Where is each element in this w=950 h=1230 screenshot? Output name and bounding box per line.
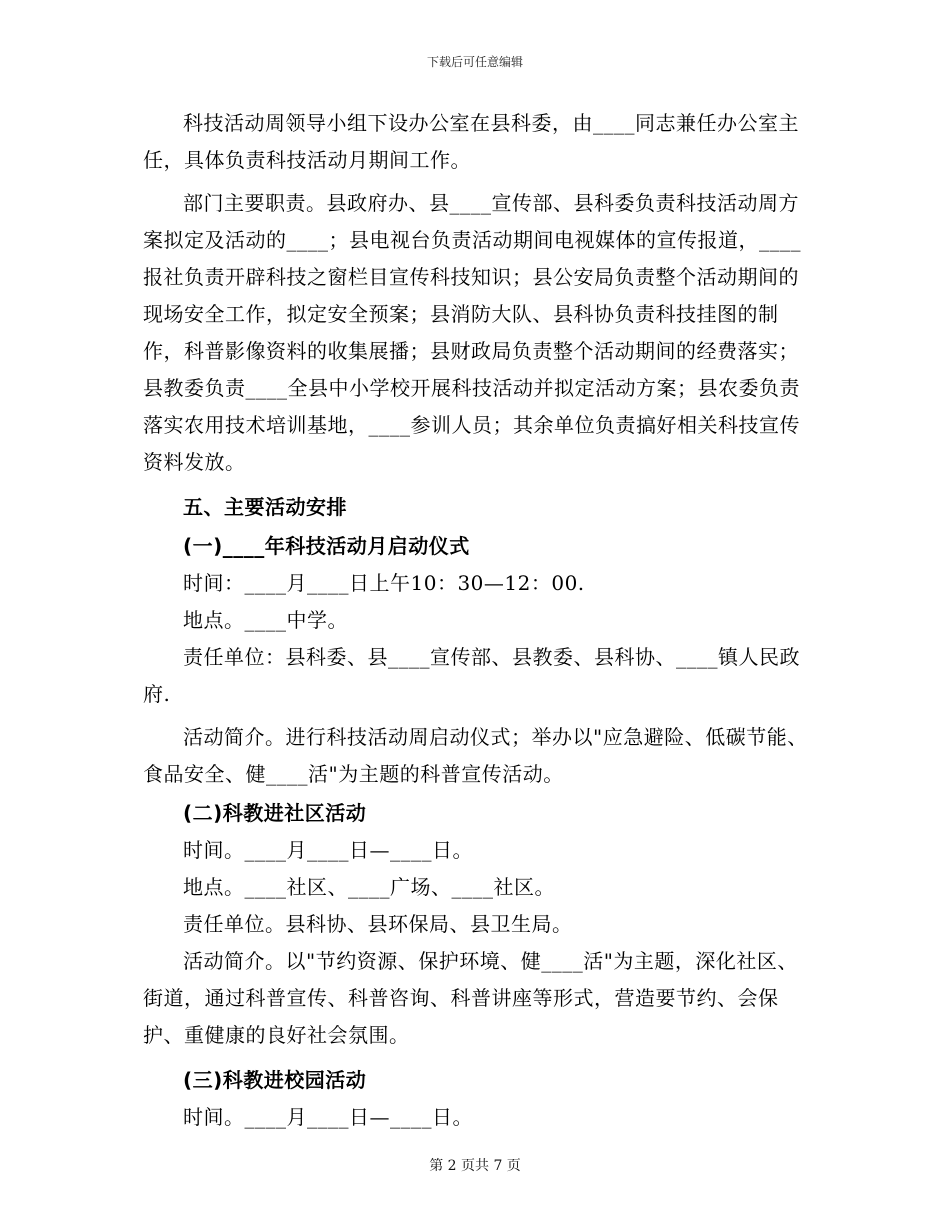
subsection-heading-1: (一)____年科技活动月启动仪式: [183, 534, 470, 558]
page-header: 下载后可任意编辑: [426, 55, 523, 69]
location-line-2: 地点。____社区、____广场、____社区。: [183, 875, 555, 899]
subsection-heading-2: (二)科教进社区活动: [183, 801, 367, 825]
activity-intro-1: 活动简介。进行科技活动周启动仪式；举办以"应急避险、低碳节能、食品安全、健____活"为主题的科普宣传活动。: [143, 725, 808, 786]
page-footer: 第 2 页共 7 页: [429, 1158, 521, 1174]
subsection-heading-3: (三)科教进校园活动: [183, 1068, 367, 1092]
activity-intro-2: 活动简介。以"节约资源、保护环境、健____活"为主题，深化社区、街道，通过科普宣传、科普咨询、科普讲座等形式，营造要节约、会保护、重健康的良好社会氛围。: [143, 949, 798, 1047]
section-heading: 五、主要活动安排: [183, 495, 347, 519]
location-line-1: 地点。____中学。: [183, 608, 348, 632]
responsible-units-2: 责任单位。县科协、县环保局、县卫生局。: [183, 912, 573, 936]
time-line-3: 时间。____月____日—____日。: [183, 1105, 473, 1129]
paragraph-duties: 部门主要职责。县政府办、县____宣传部、县科委负责科技活动周方案拟定及活动的____；县电视台负责活动期间电视媒体的宣传报道，____报社负责开辟科技之窗栏目宣传科技知识；县公安局负责整个活动期间的现场安全工作，拟定安全预案；县消防大队、县科协负责科技挂图的制作，科普影像资料的收集展播；县财政局负责整个活动期间的经费落实；县教委负责____全县中小学校开展科技活动并拟定活动方案；县农委负责落实农用技术培训基地，____参训人员；其余单位负责搞好相关科技宣传资料发放。: [143, 191, 801, 474]
time-line-1: 时间：____月____日上午10：30—12：00.: [183, 571, 585, 595]
responsible-units-1: 责任单位：县科委、县____宣传部、县教委、县科协、____镇人民政府.: [143, 645, 800, 706]
paragraph-office: 科技活动周领导小组下设办公室在县科委，由____同志兼任办公室主任，具体负责科技活动月期间工作。: [143, 111, 799, 172]
time-line-2: 时间。____月____日—____日。: [183, 838, 473, 862]
document-body: [143, 105, 808, 1136]
